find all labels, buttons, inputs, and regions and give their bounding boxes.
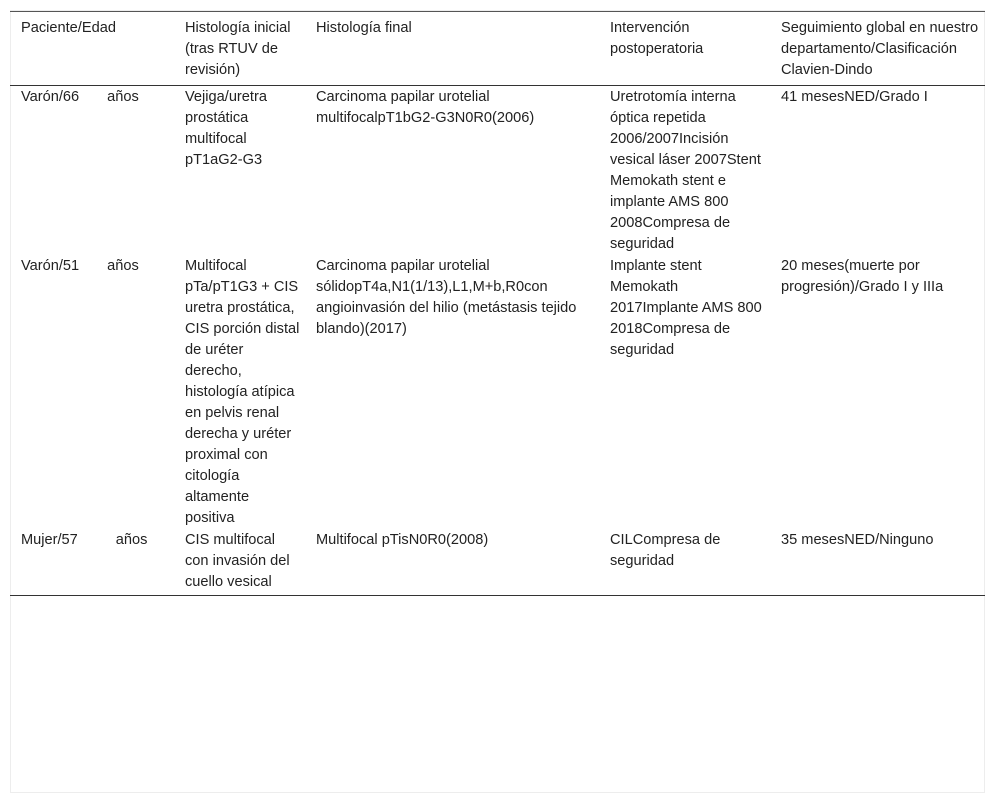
- cell-followup: 41 mesesNED/Grado I: [781, 89, 928, 105]
- table-row: [10, 529, 985, 596]
- age-unit: años: [115, 532, 148, 548]
- header-patient-age: Paciente/Edad: [21, 20, 116, 36]
- cell-final-histology: Carcinoma papilar urotelial multifocalpT1bG2-G3N0R0(2006): [316, 89, 535, 126]
- cell-intervention: CILCompresa de seguridad: [610, 532, 721, 569]
- patient-label: Mujer/57: [21, 532, 78, 548]
- age-unit: años: [107, 258, 139, 274]
- cell-intervention: Implante stent Memokath 2017Implante AMS 800 2018Compresa de seguridad: [610, 258, 762, 358]
- cell-initial-histology: Multifocal pTa/pT1G3 + CIS uretra prostática, CIS porción distal de uréter derecho, histología atípica en pelvis renal derecha y uréter proximal con citología altamente positiva: [185, 258, 300, 526]
- cell-final-histology: Carcinoma papilar urotelial sólidopT4a,N1(1/13),L1,M+b,R0con angioinvasión del hilio (metástasis tejido blando)(2017): [316, 258, 577, 337]
- cell-followup: 35 mesesNED/Ninguno: [781, 532, 934, 548]
- clinical-cases-table: [10, 11, 985, 596]
- header-postoperative-intervention: Intervención postoperatoria: [610, 20, 704, 57]
- cell-followup: 20 meses(muerte por progresión)/Grado I y IIIa: [781, 258, 944, 295]
- patient-label: Varón/51: [21, 258, 80, 274]
- header-row: [10, 12, 985, 86]
- header-followup: Seguimiento global en nuestro departamento/Clasificación Clavien-Dindo: [781, 20, 979, 78]
- cell-patient-age: [10, 255, 174, 529]
- cell-initial-histology: Vejiga/uretra prostática multifocal pT1aG2-G3: [185, 89, 267, 168]
- patient-label: Varón/66: [21, 89, 80, 105]
- cell-initial-histology: CIS multifocal con invasión del cuello vesical: [185, 532, 290, 590]
- header-initial-histology: Histología inicial (tras RTUV de revisión): [185, 20, 291, 78]
- cell-patient-age: [10, 86, 174, 256]
- table-row: [10, 86, 985, 256]
- table-header: [10, 12, 985, 86]
- cell-intervention: Uretrotomía interna óptica repetida 2006/2007Incisión vesical láser 2007Stent Memokath stent e implante AMS 800 2008Compresa de seguridad: [610, 89, 761, 252]
- table-row: [10, 255, 985, 529]
- header-final-histology: Histología final: [316, 20, 412, 36]
- age-unit: años: [107, 89, 139, 105]
- table-body: [10, 86, 985, 596]
- cell-patient-age: [10, 529, 174, 596]
- cell-final-histology: Multifocal pTisN0R0(2008): [316, 532, 489, 548]
